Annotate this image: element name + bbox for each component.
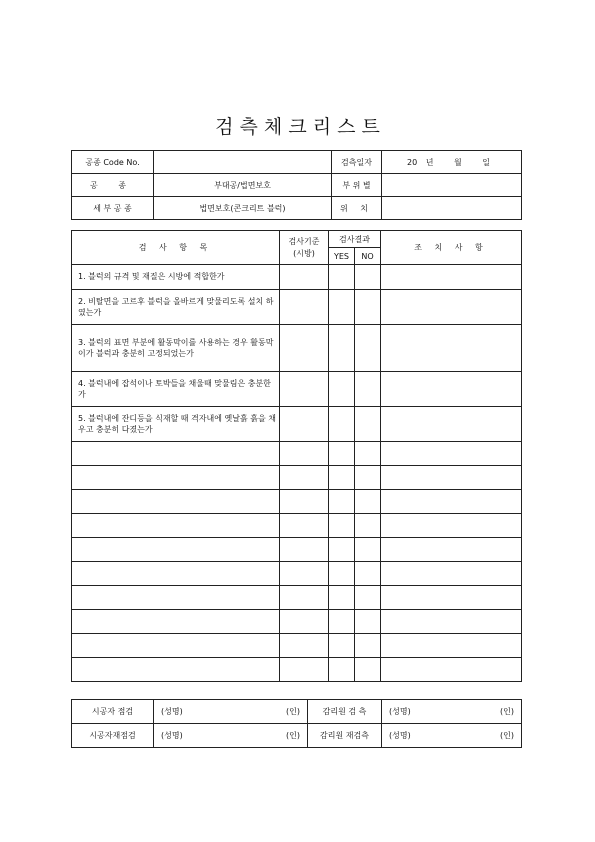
action-cell[interactable]: [381, 514, 522, 538]
checklist-row: [72, 610, 522, 634]
item-text: 3. 블럭의 표면 부분에 활동막이를 사용하는 경우 활동막이가 블럭과 충분히 고정되었는가: [72, 325, 280, 372]
standard-cell[interactable]: [280, 372, 329, 407]
yes-cell[interactable]: [329, 538, 355, 562]
action-cell[interactable]: [381, 372, 522, 407]
supervisor-label: 감리원 검 측: [308, 700, 382, 724]
action-cell[interactable]: [381, 407, 522, 442]
standard-cell[interactable]: [280, 290, 329, 325]
yes-cell[interactable]: [329, 562, 355, 586]
yes-cell[interactable]: [329, 372, 355, 407]
item-text: [72, 442, 280, 466]
action-cell[interactable]: [381, 610, 522, 634]
yes-cell[interactable]: [329, 514, 355, 538]
item-text: [72, 514, 280, 538]
no-cell[interactable]: [355, 442, 381, 466]
action-cell[interactable]: [381, 490, 522, 514]
action-cell[interactable]: [381, 290, 522, 325]
work-value[interactable]: 부대공/법면보호: [154, 174, 332, 197]
date-label: 검측일자: [332, 151, 382, 174]
signoff-table: [71, 699, 522, 748]
standard-cell[interactable]: [280, 442, 329, 466]
no-cell[interactable]: [355, 634, 381, 658]
checklist-row: [72, 538, 522, 562]
item-text: [72, 538, 280, 562]
header-items: 검 사 항 목: [72, 231, 280, 265]
yes-cell[interactable]: [329, 442, 355, 466]
item-text: 2. 비탈면을 고르후 블럭을 올바르게 맞물리도록 설치 하였는가: [72, 290, 280, 325]
position-label: 위 치: [332, 197, 382, 220]
standard-cell[interactable]: [280, 514, 329, 538]
contractor-label: 시공자 점검: [72, 700, 154, 724]
standard-cell[interactable]: [280, 325, 329, 372]
no-cell[interactable]: [355, 290, 381, 325]
standard-cell[interactable]: [280, 466, 329, 490]
yes-cell[interactable]: [329, 325, 355, 372]
contractor-reinspect-label: 시공자재점검: [72, 724, 154, 748]
yes-cell[interactable]: [329, 610, 355, 634]
detail-label: 세 부 공 종: [72, 197, 154, 220]
no-cell[interactable]: [355, 490, 381, 514]
item-text: 5. 블럭내에 잔디등을 식재할 때 격자내에 옛날흙 흙을 채우고 충분히 다졌는가: [72, 407, 280, 442]
checklist-row: [72, 562, 522, 586]
standard-cell[interactable]: [280, 265, 329, 290]
action-cell[interactable]: [381, 658, 522, 682]
header-standard: 검사기준 (시방): [280, 231, 329, 265]
header-action: 조 치 사 항: [381, 231, 522, 265]
item-text: [72, 490, 280, 514]
checklist-row: [72, 372, 522, 407]
action-cell[interactable]: [381, 265, 522, 290]
contractor-sign[interactable]: (성명) (인): [154, 700, 308, 724]
yes-cell[interactable]: [329, 466, 355, 490]
standard-cell[interactable]: [280, 586, 329, 610]
no-cell[interactable]: [355, 514, 381, 538]
yes-cell[interactable]: [329, 490, 355, 514]
no-cell[interactable]: [355, 466, 381, 490]
standard-cell[interactable]: [280, 407, 329, 442]
no-cell[interactable]: [355, 586, 381, 610]
checklist-row: [72, 514, 522, 538]
checklist-row: [72, 442, 522, 466]
code-value[interactable]: [154, 151, 332, 174]
standard-cell[interactable]: [280, 538, 329, 562]
yes-cell[interactable]: [329, 407, 355, 442]
yes-cell[interactable]: [329, 586, 355, 610]
header-yes: YES: [329, 248, 355, 265]
header-no: NO: [355, 248, 381, 265]
position-value[interactable]: [382, 197, 522, 220]
standard-cell[interactable]: [280, 562, 329, 586]
location-value[interactable]: [382, 174, 522, 197]
item-text: [72, 658, 280, 682]
checklist-row: [72, 586, 522, 610]
no-cell[interactable]: [355, 562, 381, 586]
checklist-row: [72, 466, 522, 490]
yes-cell[interactable]: [329, 290, 355, 325]
checklist-row: [72, 290, 522, 325]
no-cell[interactable]: [355, 610, 381, 634]
standard-cell[interactable]: [280, 634, 329, 658]
standard-cell[interactable]: [280, 658, 329, 682]
no-cell[interactable]: [355, 538, 381, 562]
yes-cell[interactable]: [329, 634, 355, 658]
action-cell[interactable]: [381, 634, 522, 658]
work-label: 공 종: [72, 174, 154, 197]
action-cell[interactable]: [381, 586, 522, 610]
action-cell[interactable]: [381, 562, 522, 586]
standard-cell[interactable]: [280, 490, 329, 514]
action-cell[interactable]: [381, 466, 522, 490]
date-value[interactable]: 20 년 월 일: [382, 151, 522, 174]
info-table: [71, 150, 522, 220]
supervisor-reinspect-sign[interactable]: (성명) (인): [382, 724, 522, 748]
checklist-row: [72, 658, 522, 682]
supervisor-sign[interactable]: (성명) (인): [382, 700, 522, 724]
item-text: [72, 466, 280, 490]
checklist-table: [71, 230, 522, 682]
action-cell[interactable]: [381, 538, 522, 562]
yes-cell[interactable]: [329, 658, 355, 682]
item-text: 4. 블럭내에 잡석이나 토박들을 채울때 맞물림은 충분한가: [72, 372, 280, 407]
checklist-row: [72, 325, 522, 372]
action-cell[interactable]: [381, 325, 522, 372]
location-label: 부 위 별: [332, 174, 382, 197]
item-text: [72, 634, 280, 658]
header-result: 검사결과: [329, 231, 381, 248]
no-cell[interactable]: [355, 325, 381, 372]
no-cell[interactable]: [355, 265, 381, 290]
no-cell[interactable]: [355, 407, 381, 442]
no-cell[interactable]: [355, 372, 381, 407]
no-cell[interactable]: [355, 658, 381, 682]
item-text: [72, 610, 280, 634]
standard-cell[interactable]: [280, 610, 329, 634]
contractor-reinspect-sign[interactable]: (성명) (인): [154, 724, 308, 748]
page-title: 검 측 체 크 리 스 트: [215, 116, 380, 138]
action-cell[interactable]: [381, 442, 522, 466]
supervisor-reinspect-label: 감리원 재검측: [308, 724, 382, 748]
checklist-row: [72, 407, 522, 442]
detail-value[interactable]: 법면보호(콘크리트 블럭): [154, 197, 332, 220]
checklist-row: [72, 490, 522, 514]
item-text: 1. 블럭의 규격 및 재질은 시방에 적합한가: [72, 265, 280, 290]
item-text: [72, 562, 280, 586]
yes-cell[interactable]: [329, 265, 355, 290]
checklist-row: [72, 634, 522, 658]
item-text: [72, 586, 280, 610]
code-label: 공종 Code No.: [72, 151, 154, 174]
checklist-row: [72, 265, 522, 290]
